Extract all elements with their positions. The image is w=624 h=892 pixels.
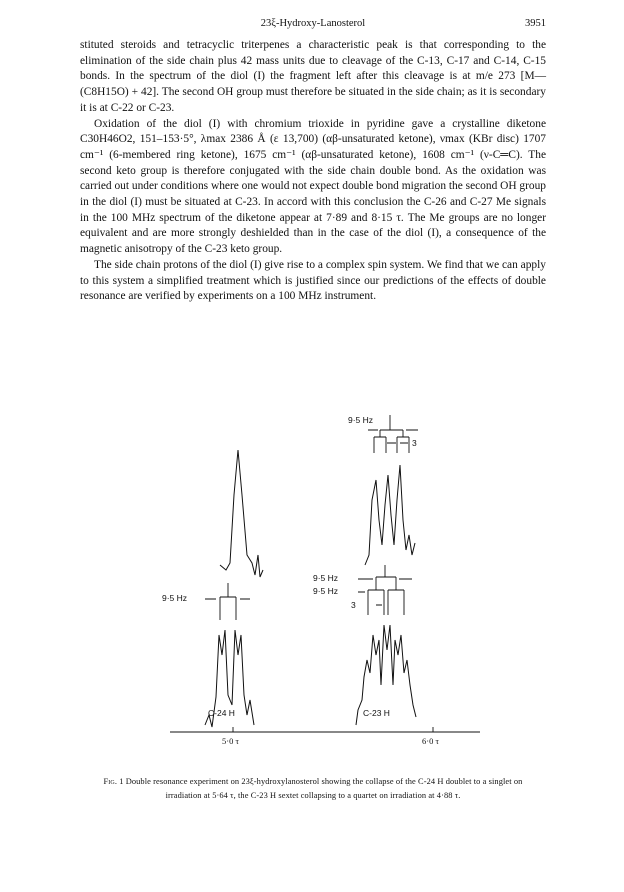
coupling-tree-top [368,415,418,453]
label-right-small: 3 [351,600,356,610]
running-header [80,18,546,32]
label-top-small: 3 [412,438,417,448]
axis-label-5: 5·0 τ [222,736,239,746]
caption-text: Double resonance experiment on 23ξ-hydroxylanosterol showing the collapse of the C-24 H doublet to a singlet on irradiation at 5·64 τ, the C-23 H sextet collapsing to a quartet on irradiation at 4·88 τ. [125,777,523,800]
body-text [80,38,546,305]
running-title: 23ξ-Hydroxy-Lanosterol [260,18,366,29]
coupling-tree-right [358,565,412,615]
label-c23: C-23 H [363,708,390,718]
spectrum-c24-irradiated [220,450,263,577]
label-left-spacing: 9·5 Hz [162,593,188,603]
label-right-spacing-1: 9·5 Hz [313,573,339,583]
page-number: 3951 [525,18,546,29]
coupling-tree-left [205,583,250,620]
paragraph-3: The side chain protons of the diol (I) give rise to a complex spin system. We find that we can apply to this system a simplified treatment which is justified since our predictions of the effects of double resonance are verified by experiments on a 100 MHz instrument. [80,258,546,303]
paragraph-1: stituted steroids and tetracyclic triterpenes a characteristic peak is that corresponding to the elimination of the side chain plus 42 mass units due to cleavage of the C-13, C-17 and C-14, C-15 bonds. In the spectrum of the diol (I) the fragment left after this cleavage is at m/e 273 [M—(C8H15O) + 42]. The second OH group must therefore be situated in the side chain; as it is secondary it is at C-22 or C-23. [80,39,546,114]
label-top-spacing: 9·5 Hz [348,415,374,425]
figure-label: Fig. 1 [103,777,124,786]
nmr-spectra-drawing [150,405,520,765]
axis-label-6: 6·0 τ [422,736,439,746]
nmr-figure [150,405,520,765]
label-right-spacing-2: 9·5 Hz [313,586,339,596]
paragraph-2: Oxidation of the diol (I) with chromium trioxide in pyridine gave a crystalline diketone C30H46O2, 151–153·5°, λmax 2386 Å (ε 13,700) (αβ-unsaturated ketone), νmax (KBr disc) 1707 cm⁻¹ (6-membered ring ketone), 1675 cm⁻¹ (αβ-unsaturated ketone), 1608 cm⁻¹ (ν-C═C). The second keto group is therefore conjugated with the side chain double bond. As the oxidation was carried out under conditions where one would not expect double bond migration the second OH group in the diol (I) must be situated at C-23. In accord with this conclusion the C-26 and C-27 Me signals in the 100 MHz spectrum of the diketone appear at 7·89 and 8·15 τ. The Me groups are no longer equivalent and are more strongly deshielded than in the case of the diol (I), a consequence of the magnetic anisotropy of the C-23 keto group. [80,117,546,256]
figure-caption [90,775,536,802]
spectrum-c23-irradiated [365,465,415,565]
label-c24: C-24 H [208,708,235,718]
